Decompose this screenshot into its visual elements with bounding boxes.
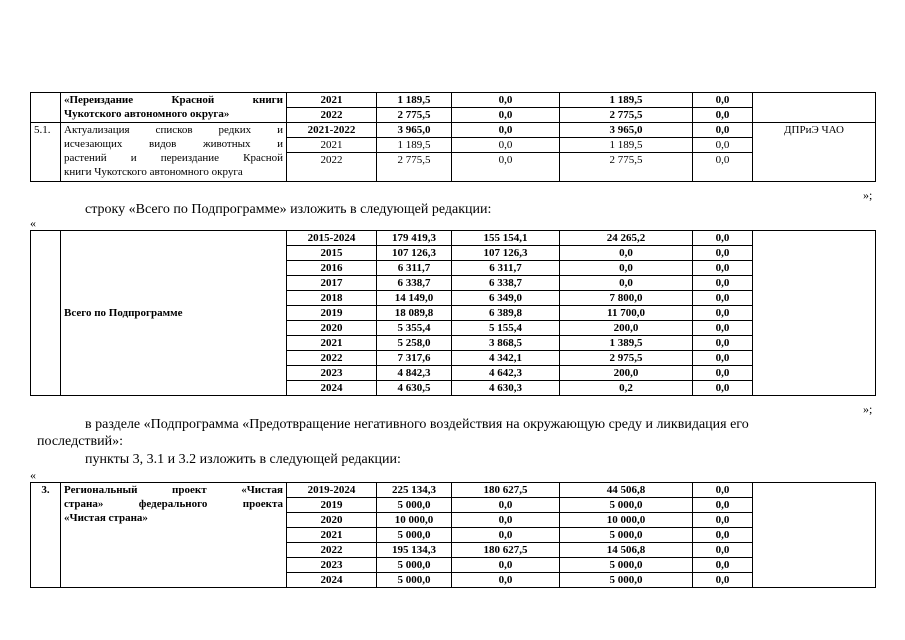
table-body	[31, 483, 876, 588]
table-row: 2022 2 775,5 0,0 2 775,5 0,0	[31, 108, 876, 123]
table-row: 2022 2 775,5 0,0 2 775,5 0,0	[31, 153, 876, 182]
table-row: 2015 107 126,3 107 126,3 0,0 0,0	[31, 246, 876, 261]
table-row: 2017 6 338,7 6 338,7 0,0 0,0	[31, 276, 876, 291]
table-row: 2022 195 134,3 180 627,5 14 506,8 0,0	[31, 543, 876, 558]
paragraph: последствий»:	[37, 434, 124, 449]
closing-quote: »;	[863, 188, 873, 202]
paragraph: пункты 3, 3.1 и 3.2 изложить в следующей редакции:	[85, 452, 401, 467]
row-title: «Переиздание Красной книги Чукотского автономного округа»	[61, 93, 287, 123]
opening-quote: «	[30, 216, 36, 230]
table-row: 2020 5 355,4 5 155,4 200,0 0,0	[31, 321, 876, 336]
paragraph: в разделе «Подпрограмма «Предотвращение негативного воздействия на окружающую среду и ликвидация его	[85, 417, 749, 432]
row-label: Всего по Подпрограмме	[61, 231, 287, 396]
table-row: 2021 5 000,0 0,0 5 000,0 0,0	[31, 528, 876, 543]
table-row: 2019 18 089,8 6 389,8 11 700,0 0,0	[31, 306, 876, 321]
table-row: 2023 5 000,0 0,0 5 000,0 0,0	[31, 558, 876, 573]
item-description: Актуализация списков редких и исчезающих видов животных и растений и переиздание Красной книги Чукотского автономного округа	[61, 123, 287, 182]
table-row: 2021 1 189,5 0,0 1 189,5 0,0	[31, 138, 876, 153]
table-row: 2016 6 311,7 6 311,7 0,0 0,0	[31, 261, 876, 276]
table-body	[31, 231, 876, 396]
table-row: 2024 5 000,0 0,0 5 000,0 0,0	[31, 573, 876, 588]
paragraph: строку «Всего по Подпрограмме» изложить в следующей редакции:	[85, 202, 492, 217]
table-row: 5.1. Актуализация списков редких и исчезающих видов животных и растений и переиздание Красной книги Чукотского автономного округа 2021-2022 3 965,0 0,0 3 965,0 0,0 ДПРиЭ ЧАО	[31, 123, 876, 138]
opening-quote: «	[30, 468, 36, 482]
project-title: Региональный проект «Чистая страна» федерального проекта «Чистая страна»	[61, 483, 287, 588]
table-row: 2024 4 630,5 4 630,3 0,2 0,0	[31, 381, 876, 396]
table-row: 2019 5 000,0 0,0 5 000,0 0,0	[31, 498, 876, 513]
table-row: 2018 14 149,0 6 349,0 7 800,0 0,0	[31, 291, 876, 306]
table-row: Всего по Подпрограмме 2015-2024 179 419,3 155 154,1 24 265,2 0,0	[31, 231, 876, 246]
table-red-book	[30, 92, 876, 182]
table-row: «Переиздание Красной книги Чукотского автономного округа» 2021 1 189,5 0,0 1 189,5 0,0	[31, 93, 876, 108]
table-row: 3. Региональный проект «Чистая страна» федерального проекта «Чистая страна» 2019-2024 225 134,3 180 627,5 44 506,8 0,0	[31, 483, 876, 498]
item-number: 3.	[31, 483, 61, 588]
executor: ДПРиЭ ЧАО	[753, 123, 876, 182]
table-row: 2023 4 842,3 4 642,3 200,0 0,0	[31, 366, 876, 381]
table-row: 2021 5 258,0 3 868,5 1 389,5 0,0	[31, 336, 876, 351]
table-row: 2022 7 317,6 4 342,1 2 975,5 0,0	[31, 351, 876, 366]
table-subprogram-total	[30, 230, 876, 396]
closing-quote: »;	[863, 402, 873, 416]
table-row: 2020 10 000,0 0,0 10 000,0 0,0	[31, 513, 876, 528]
item-number: 5.1.	[31, 123, 61, 182]
table-clean-country	[30, 482, 876, 588]
